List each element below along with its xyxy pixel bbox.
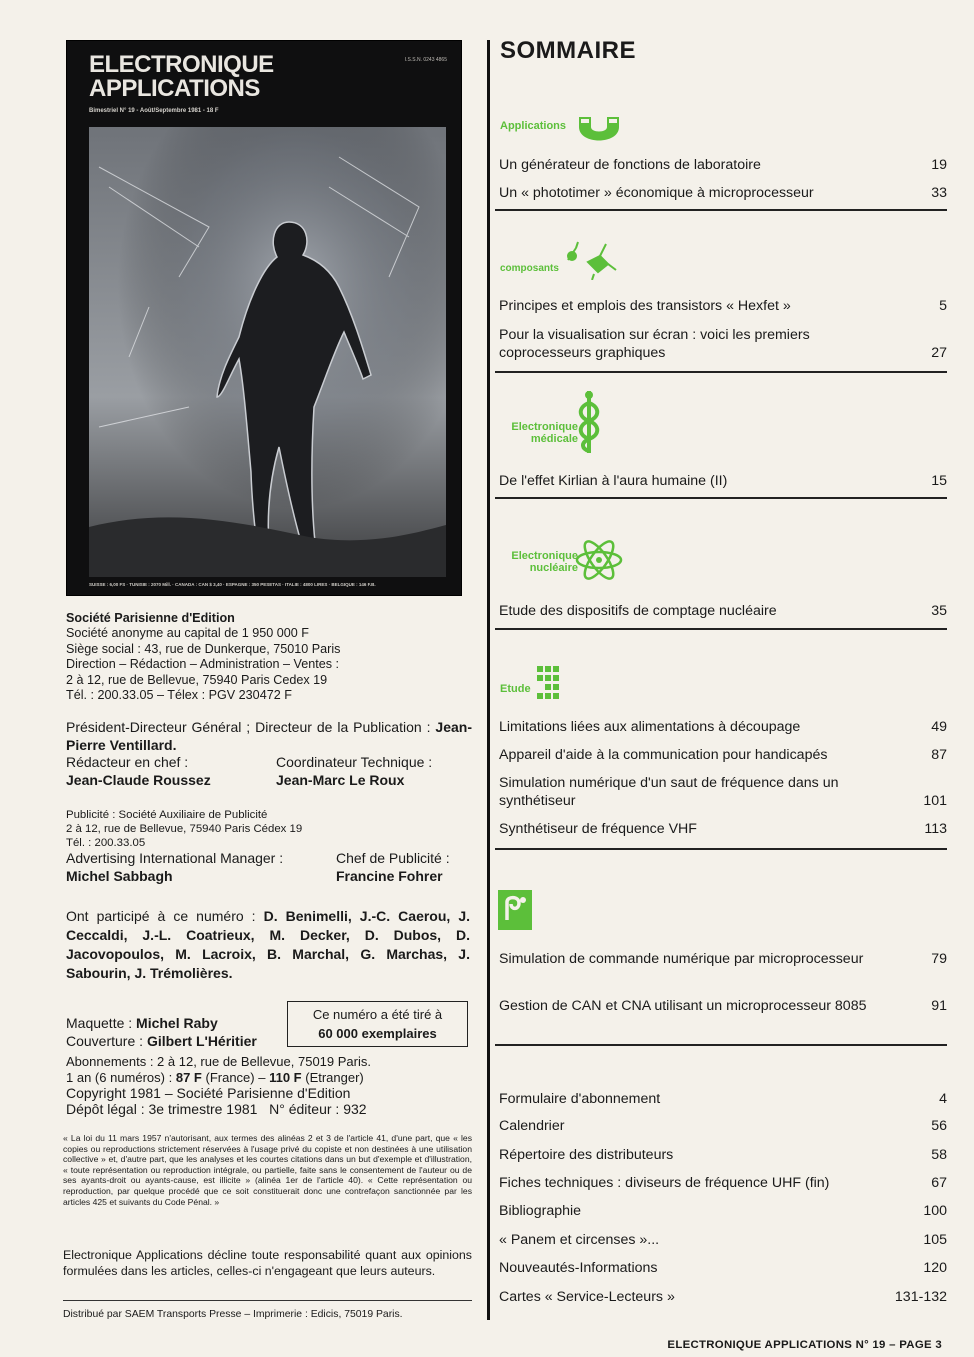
section-divider	[495, 1044, 947, 1046]
redac-row	[66, 754, 472, 772]
coord-name: Jean-Marc Le Roux	[276, 771, 405, 788]
section-divider	[495, 628, 947, 630]
distribution-line: Distribué par SAEM Transports Presse – Imprimerie : Edicis, 75019 Paris.	[63, 1309, 403, 1320]
list-item[interactable]: Pour la visualisation sur écran : voici les premiers coprocesseurs graphiques 27	[499, 327, 947, 361]
atom-icon	[574, 538, 624, 582]
list-item[interactable]: Un « phototimer » économique à microprocesseur 33	[499, 185, 947, 201]
list-item[interactable]: Principes et emplois des transistors « Hexfet » 5	[499, 298, 947, 314]
pdg-name: Jean-Pierre Ventillard.	[66, 719, 472, 753]
publisher-tel: Tél. : 200.33.05 – Télex : PGV 230472 F	[66, 688, 292, 703]
disclaimer: Electronique Applications décline toute responsabilité quant aux opinions formulées dans les articles, celles-ci n'engageant que leurs auteurs.	[63, 1248, 472, 1278]
pub-address: 2 à 12, rue de Bellevue, 75940 Paris Cédex 19	[66, 823, 303, 835]
list-item[interactable]: Calendrier 56	[499, 1118, 947, 1134]
list-item[interactable]: Bibliographie 100	[499, 1203, 947, 1219]
pub-tel: Tél. : 200.33.05	[66, 837, 146, 849]
list-item[interactable]: Répertoire des distributeurs 58	[499, 1147, 947, 1163]
coord-label: Coordinateur Technique :	[276, 754, 433, 770]
section-label-medicale: Electronique médicale	[511, 421, 578, 445]
redac-label: Rédacteur en chef :	[66, 754, 189, 770]
contributors: Ont participé à ce numéro : D. Benimelli, J.-C. Caerou, J. Ceccaldi, J.-L. Coatrieux, M. Decker, D. Dubos, D. Jacovopoulos, M. Lacroix, B. Marchal, G. Marchas, J. Sabourin, J. Trémolières.	[66, 908, 470, 981]
list-item[interactable]: De l'effet Kirlian à l'aura humaine (II) 15	[499, 473, 947, 489]
list-item[interactable]: Gestion de CAN et CNA utilisant un microprocesseur 8085 91	[499, 998, 947, 1014]
pub-line: Publicité : Société Auxiliaire de Publicité	[66, 809, 268, 821]
advertising-block	[66, 808, 476, 885]
section-divider	[495, 848, 947, 850]
contributor-names: D. Benimelli, J.-C. Caerou, J. Ceccaldi, J.-L. Coatrieux, M. Decker, D. Dubos, D. Jacovopoulos, M. Lacroix, B. Marchal, G. Marchas, J. Sabourin, J. Trémolières.	[66, 908, 470, 981]
list-item[interactable]: Limitations liées aux alimentations à découpage 49	[499, 719, 947, 735]
cover-issn: I.S.S.N. 0243 4865	[404, 57, 447, 63]
list-item[interactable]: Simulation numérique d'un saut de fréquence dans un synthétiseur 101	[499, 775, 947, 809]
list-item[interactable]: « Panem et circenses »... 105	[499, 1232, 947, 1248]
couverture-line: Couverture : Gilbert L'Héritier	[66, 1032, 257, 1049]
intl-label: Advertising International Manager :	[66, 850, 284, 866]
redac-name: Jean-Claude Roussez	[66, 771, 211, 788]
dots-icon	[535, 664, 561, 700]
cover-image	[66, 40, 462, 596]
column-divider	[487, 40, 490, 1320]
redac-names-row	[66, 772, 472, 790]
cover-prices: SUISSE : 6,00 FS · TUNISIE : 2070 Mill. · CANADA : CAN $ 3,40 · ESPAGNE : 350 PESETAS · ITALIE : 4800 LIRES · BELGIQUE : 146 F.B.	[89, 582, 376, 587]
subscription-block	[66, 1054, 476, 1117]
list-item[interactable]: Etude des dispositifs de comptage nucléaire 35	[499, 603, 947, 619]
components-icon	[548, 240, 618, 280]
chef-label: Chef de Publicité :	[336, 850, 450, 866]
section-label-composants: composants	[500, 263, 559, 274]
intl-names-row	[66, 868, 464, 886]
list-item[interactable]: Simulation de commande numérique par microprocesseur 79	[499, 951, 947, 967]
staff-block	[66, 719, 472, 789]
publisher-address: 2 à 12, rue de Bellevue, 75940 Paris Cedex 19	[66, 672, 328, 687]
section-label-etude: Etude	[500, 683, 531, 695]
publisher-direction: Direction – Rédaction – Administration – Ventes :	[66, 657, 340, 672]
section-label-applications: Applications	[500, 120, 567, 132]
publisher-info	[66, 611, 476, 703]
divider	[63, 1300, 472, 1301]
microprocessor-icon	[498, 890, 532, 930]
list-item[interactable]: Nouveautés-Informations 120	[499, 1260, 947, 1276]
cover-title: ELECTRONIQUE APPLICATIONS	[89, 51, 274, 102]
maquette-block	[66, 1015, 286, 1050]
abonnements: Abonnements : 2 à 12, rue de Bellevue, 75019 Paris.	[66, 1054, 371, 1069]
magnet-icon	[577, 113, 621, 143]
list-item[interactable]: Cartes « Service-Lecteurs » 131-132	[499, 1289, 947, 1305]
caduceus-icon	[576, 389, 602, 455]
list-item[interactable]: Un générateur de fonctions de laboratoire 19	[499, 157, 947, 173]
maquette-line: Maquette : Michel Raby	[66, 1015, 218, 1031]
list-item[interactable]: Fiches techniques : diviseurs de fréquence UHF (fin) 67	[499, 1175, 947, 1191]
pdg-line: Président-Directeur Général ; Directeur de la Publication : Jean-Pierre Ventillard.	[66, 719, 472, 753]
legal-notice: « La loi du 11 mars 1957 n'autorisant, aux termes des alinéas 2 et 3 de l'article 41, d'une part, que « les copies ou reproductions strictement réservées à l'usage privé du copiste et non destinées à une utilisation collective » et, d'autre part, que les analyses et les courtes citations dans un but d'exemple et d'illustration, « toute représentation ou reproduction intégrale, ou partielle, faite sans le consentement de l'auteur ou de ses ayants-droit ou ayants-cause, est illicite » (alinéa 1er de l'article 40). « Cette représentation ou reproduction, par quelque procédé que ce soit constituerait donc une contrefaçon sanctionnée par les articles 425 et suivants du Code Pénal. »	[63, 1133, 472, 1207]
list-item[interactable]: Appareil d'aide à la communication pour handicapés 87	[499, 747, 947, 763]
intl-name: Michel Sabbagh	[66, 867, 173, 884]
list-item[interactable]: Synthétiseur de fréquence VHF 113	[499, 821, 947, 837]
print-run-box: Ce numéro a été tiré à 60 000 exemplaires	[287, 1001, 468, 1047]
publisher-siege: Siège social : 43, rue de Dunkerque, 75010 Paris	[66, 641, 341, 656]
intl-row	[66, 850, 464, 868]
copyright: Copyright 1981 – Société Parisienne d'Edition	[66, 1085, 351, 1101]
section-divider	[495, 209, 947, 211]
tarif-line: 1 an (6 numéros) : 87 F (France) – 110 F (Etranger)	[66, 1069, 364, 1085]
cover-subtitle: Bimestriel N° 19 - Août/Septembre 1981 - 18 F	[89, 108, 219, 114]
section-divider	[495, 497, 947, 499]
section-divider	[495, 371, 947, 373]
cover-illustration	[89, 127, 446, 577]
publisher-name: Société Parisienne d'Edition	[66, 611, 235, 625]
page-footer: ELECTRONIQUE APPLICATIONS N° 19 – PAGE 3	[667, 1339, 942, 1351]
sommaire-title: SOMMAIRE	[500, 37, 636, 64]
chef-name: Francine Fohrer	[336, 867, 443, 884]
publisher-capital: Société anonyme au capital de 1 950 000 F	[66, 626, 309, 641]
section-label-nucleaire: Electronique nucléaire	[511, 550, 578, 574]
list-item[interactable]: Formulaire d'abonnement 4	[499, 1091, 947, 1107]
depot-line: Dépôt légal : 3e trimestre 1981 N° éditeur : 932	[66, 1101, 367, 1117]
